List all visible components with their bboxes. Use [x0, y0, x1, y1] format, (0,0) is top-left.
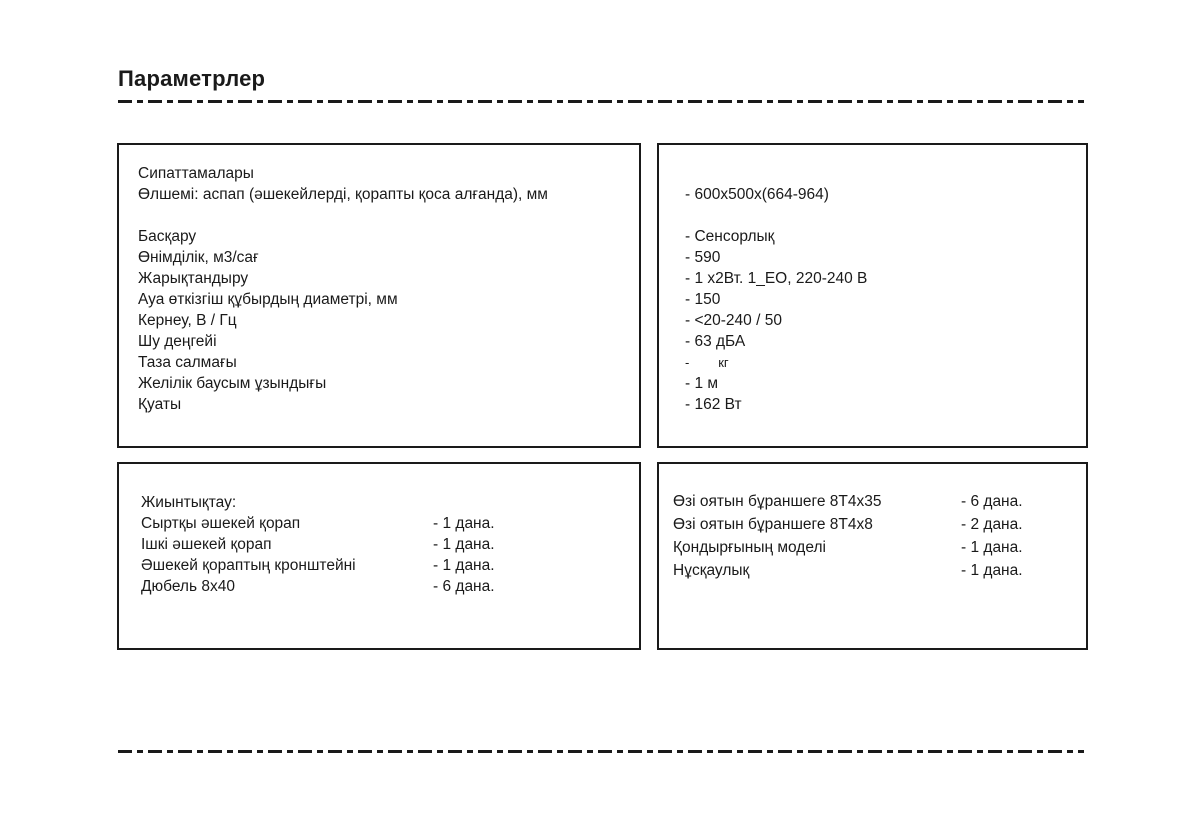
spec-label: Өлшемі: аспап (әшекейлерді, қорапты қоса алғанда), мм [138, 186, 548, 203]
spec-label: Сипаттамалары [138, 165, 254, 182]
spec-value: - 63 дБА [685, 333, 746, 350]
kit-item-qty: - 1 дана. [433, 515, 495, 532]
specs-values-list [685, 184, 867, 415]
spec-value: - 162 Вт [685, 396, 742, 413]
top-dashed-divider [118, 100, 1084, 103]
spec-label: Желілік баусым ұзындығы [138, 375, 327, 392]
spec-value: - 150 [685, 291, 721, 308]
spec-label: Басқару [138, 228, 197, 245]
spec-label: Өнімділік, м3/сағ [138, 249, 259, 266]
bottom-dashed-divider [118, 750, 1084, 753]
spec-label: Шу деңгейі [138, 333, 217, 350]
spec-label: Қуаты [138, 396, 182, 413]
kit2-item-name: Өзі оятын бұраншеге 8Т4х8 [673, 516, 873, 533]
kit2-item-qty: - 6 дана. [961, 493, 1023, 510]
spec-value: - 600х500х(664-964) [685, 186, 829, 203]
kit-item-name: Ішкі әшекей қорап [141, 536, 272, 553]
spec-value: - 1 х2Вт. 1_ЕО, 220-240 В [685, 270, 868, 287]
specs-values-box [657, 143, 1088, 448]
kit2-item-name: Нұсқаулық [673, 562, 750, 579]
spec-label: Жарықтандыру [138, 270, 249, 287]
kit2-item-name: Өзі оятын бұраншеге 8Т4х35 [673, 493, 882, 510]
kit-item-qty: - 1 дана. [433, 557, 495, 574]
specs-labels-list [138, 163, 548, 415]
kit-box-1 [117, 462, 641, 650]
kit-item-qty: - 6 дана. [433, 578, 495, 595]
kit2-item-qty: - 1 дана. [961, 539, 1023, 556]
spec-value: - <20-240 / 50 [685, 312, 782, 329]
kit-heading: Жиынтықтау: [141, 494, 237, 511]
kit-item-name: Дюбель 8х40 [141, 578, 235, 595]
spec-value-spacer [685, 205, 867, 226]
spec-label: Кернеу, В / Гц [138, 312, 237, 329]
page-title: Параметрлер [118, 66, 266, 91]
kit2-item-qty: - 1 дана. [961, 562, 1023, 579]
kit-item-name: Сыртқы әшекей қорап [141, 515, 301, 532]
kit2-item-qty: - 2 дана. [961, 516, 1023, 533]
spec-value: - Сенсорлық [685, 228, 775, 245]
spec-value: - 1 м [685, 375, 719, 392]
spec-label: Ауа өткізгіш құбырдың диаметрі, мм [138, 291, 398, 308]
spec-label-spacer [138, 205, 548, 226]
spec-value-weight: - кг [685, 355, 729, 370]
spec-label: Таза салмағы [138, 354, 237, 371]
kit-item-name: Әшекей қораптың кронштейні [141, 557, 356, 574]
kit2-item-name: Қондырғының моделі [673, 539, 826, 556]
kit-box-2 [657, 462, 1088, 650]
kit-item-qty: - 1 дана. [433, 536, 495, 553]
specs-labels-box [117, 143, 641, 448]
spec-value: - 590 [685, 249, 721, 266]
